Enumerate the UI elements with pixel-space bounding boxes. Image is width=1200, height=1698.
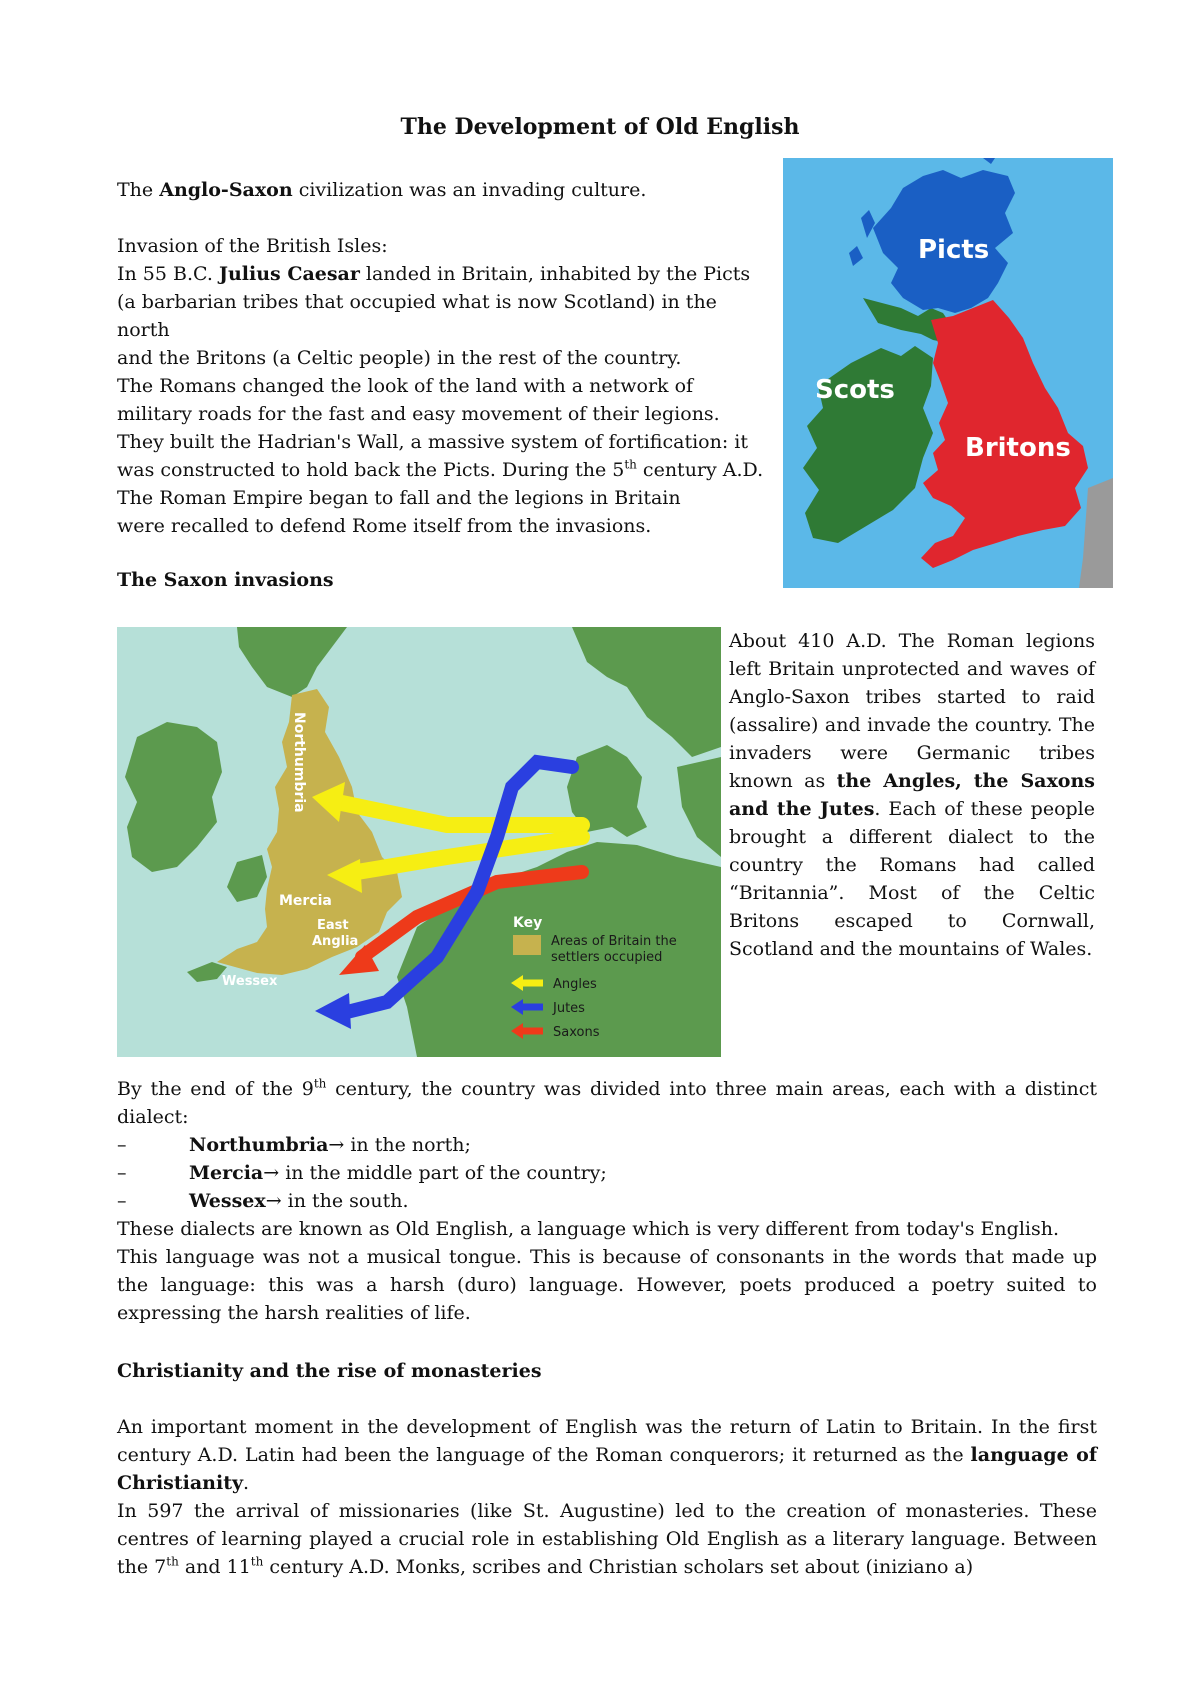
intro-section — [117, 176, 767, 540]
east-anglia-label-1: East — [317, 918, 349, 933]
intro-line: was constructed to hold back the Picts. During the 5th century A.D. — [117, 457, 764, 481]
key-angles-label: Angles — [553, 977, 597, 992]
christianity-heading: Christianity and the rise of monasteries — [117, 1360, 542, 1382]
dialect-item-wessex: – Wessex → in the south. — [117, 1190, 409, 1212]
invasion-heading: Invasion of the British Isles: — [117, 235, 388, 257]
saxon-invasions-map — [117, 627, 721, 1057]
intro-paragraph: The Anglo-Saxon civilization was an invading culture. — [117, 179, 647, 201]
scots-label: Scots — [815, 375, 895, 405]
dialect-item-mercia: – Mercia → in the middle part of the country; — [117, 1162, 607, 1184]
picts-label: Picts — [918, 235, 990, 265]
intro-line: were recalled to defend Rome itself from the invasions. — [117, 515, 652, 537]
dialects-intro: By the end of the 9th century, the country was divided into three main areas, each with a distinct dialect: — [117, 1076, 1097, 1128]
intro-line: military roads for the fast and easy movement of their legions. — [117, 403, 720, 425]
dialects-old-english-line: These dialects are known as Old English, a language which is very different from today's English. — [117, 1218, 1059, 1240]
east-anglia-label-2: Anglia — [312, 934, 359, 949]
key-occupied-swatch — [513, 935, 541, 955]
mercia-label: Mercia — [279, 893, 332, 909]
intro-line: The Romans changed the look of the land with a network of — [117, 375, 694, 397]
intro-line: The Roman Empire began to fall and the legions in Britain — [117, 487, 681, 509]
angles-saxons-jutes-term: the Angles, the Saxons and the Jutes — [729, 770, 1095, 820]
anglo-saxon-term: Anglo-Saxon — [159, 179, 293, 201]
julius-caesar-term: Julius Caesar — [218, 263, 360, 285]
key-title: Key — [513, 915, 543, 931]
intro-line: In 55 B.C. Julius Caesar landed in Britain, inhabited by the Picts — [117, 263, 751, 285]
dialect-item-northumbria: – Northumbria → in the north; — [117, 1134, 471, 1156]
british-isles-peoples-map — [783, 158, 1113, 588]
page-title: The Development of Old English — [400, 114, 800, 140]
key-areas-line1: Areas of Britain the — [551, 934, 677, 949]
christianity-paragraph-1: An important moment in the development of English was the return of Latin to Britain. In the first century A.D. Latin had been the language of the Roman conquerors; it returned as the language of Christianity. — [117, 1416, 1097, 1494]
intro-line: They built the Hadrian's Wall, a massive system of fortification: it — [117, 431, 748, 453]
harsh-language-paragraph: This language was not a musical tongue. This is because of consonants in the words that made up the language: this was a harsh (duro) language. However, poets produced a poetry suited to expressing the harsh realities of life. — [117, 1246, 1097, 1324]
britons-label: Britons — [965, 433, 1071, 463]
christianity-paragraph-2: In 597 the arrival of missionaries (like St. Augustine) led to the creation of monasteries. These centres of learning played a crucial role in establishing Old English as a literary language. Between the 7th and 11th century A.D. Monks, scribes and Christian scholars set about (iniziano a) — [117, 1500, 1097, 1578]
northumbria-label: Northumbria — [291, 712, 307, 813]
key-saxons-label: Saxons — [553, 1025, 600, 1040]
key-jutes-label: Jutes — [553, 1001, 585, 1016]
key-areas-line2: settlers occupied — [551, 950, 663, 965]
language-of-christianity-term: language of Christianity — [117, 1444, 1097, 1494]
saxon-invasions-heading: The Saxon invasions — [117, 569, 334, 591]
wessex-label: Wessex — [222, 974, 278, 989]
intro-line: and the Britons (a Celtic people) in the rest of the country. — [117, 347, 682, 369]
dialects-section — [117, 1075, 1097, 1327]
intro-line: (a barbarian tribes that occupied what is now Scotland) in the north — [117, 291, 717, 341]
saxon-invasions-paragraph: About 410 A.D. The Roman legions left Britain unprotected and waves of Anglo-Saxon tribes started to raid (assalire) and invade the country. The invaders were Germanic tribes known as the Angles, the Saxons and the Jutes. Each of these people brought a different dialect to the country the Romans had called “Britannia”. Most of the Celtic Britons escaped to Cornwall, Scotland and the mountains of Wales. — [729, 630, 1096, 960]
